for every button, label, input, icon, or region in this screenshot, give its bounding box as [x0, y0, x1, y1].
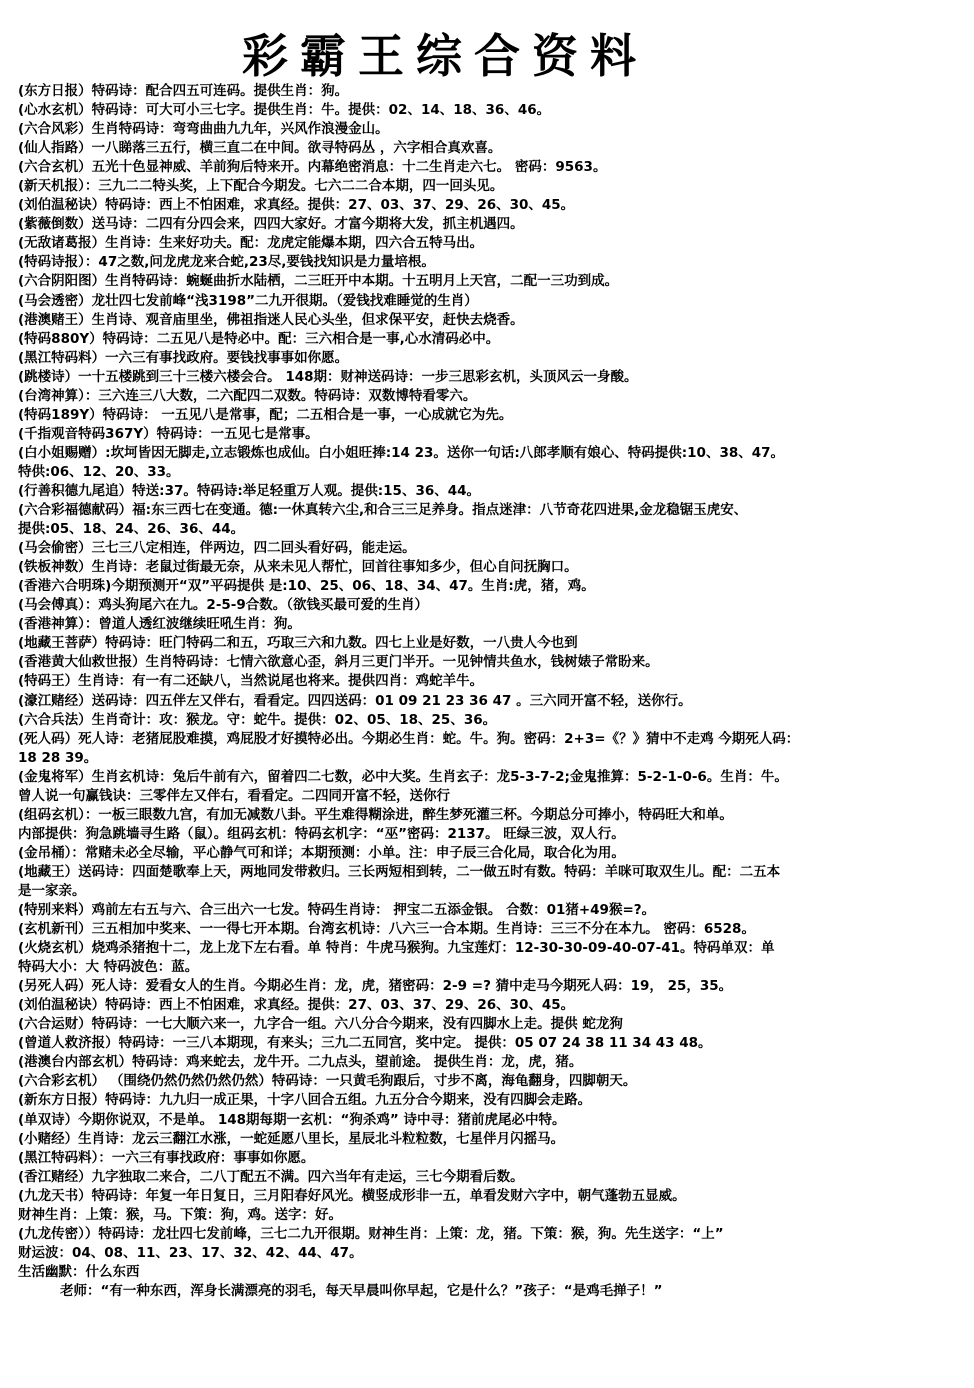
- text-line: 老师：“有一种东西，浑身长满漂亮的羽毛，每天早晨叫你早起，它是什么？”孩子：“是鸡毛掸子！”: [60, 1282, 663, 1299]
- text-line: (九龙传密））特码诗：龙壮四七发前峰，三七二九开很期。财神生肖：上策：龙，猪。下策：猴，狗。先生送字：“上”: [18, 1225, 724, 1242]
- text-line: (六合风彩）生肖特码诗：弯弯曲曲九九年，兴风作浪漫金山。: [18, 121, 389, 138]
- text-line: (六合玄机）五光十色显神威、羊前狗后特来开。内幕绝密消息：十二生肖走六七。 密码：9563。: [18, 159, 607, 176]
- text-line: 提供:05、18、24、26、36、44。: [18, 521, 245, 538]
- text-line: (香港六合明珠)今期预测开“双”平码提供 是:10、25、06、18、34、47。生肖:虎，猪，鸡。: [18, 578, 595, 595]
- text-body: [18, 82, 966, 1301]
- text-line: (九龙天书）特码诗：年复一年日复日，三月阳春好风光。横竖成形非一五，单看发财六字中，朝气蓬勃五显威。: [18, 1187, 686, 1204]
- text-line: (特码诗报）：47之数,问龙虎龙来合蛇,23尽,要钱找知识是力量培根。: [18, 254, 435, 271]
- text-line: (黑江特码料）一六三有事找政府。要钱找事事如你愿。: [18, 349, 349, 366]
- text-line: (六合彩玄机） （围绕仍然仍然仍然仍然）特码诗：一只黄毛狗跟后，寸步不离，海龟翻身，四脚朝天。: [18, 1073, 637, 1090]
- text-line: (港澳台内部玄机）特码诗：鸡来蛇去，龙牛开。二九点头，望前途。 提供生肖：龙，虎，猪。: [18, 1054, 583, 1071]
- text-line: (特码189Y）特码诗： 一五见八是常事，配；二五相合是一事，一心成就它为先。: [18, 406, 513, 423]
- text-line: 内部提供：狗急跳墙寻生路（鼠）。组码玄机：特码玄机字：“巫”密码：2137。 旺绿三波，双人行。: [18, 825, 625, 842]
- text-line: 曾人说一句赢钱诀：三零伴左又伴右，看看定。二四同开富不轻，送你行: [18, 787, 450, 804]
- text-line: (刘伯温秘诀）特码诗：西上不怕困难，求真经。提供：27、03、37、29、26、30、45。: [18, 997, 575, 1014]
- text-line: (金吊桶）：常赌未必全尽输，平心静气可和详；本期预测：小单。注：申子辰三合化局，取合化为用。: [18, 844, 625, 861]
- text-line: 是一家亲。: [18, 882, 86, 899]
- text-line: (地藏王菩萨）特码诗：旺门特码二和五，巧取三六和九数。四七上业是好数，一八贵人今也到: [18, 635, 578, 652]
- text-line: (黑江特码料）：一六三有事找政府：事事如你愿。: [18, 1149, 315, 1166]
- text-line: (金鬼将军）生肖玄机诗：兔后牛前有六，留着四二七数，必中大奖。生肖玄子：龙5-3-7-2;金鬼推算：5-2-1-0-6。生肖：牛。: [18, 768, 788, 785]
- text-line: (铁板神数）生肖诗：老鼠过街最无奈，从来未见人帮忙，回首往事知多少，但心自问抚胸口。: [18, 559, 578, 576]
- text-line: (特别来料）鸡前左右五与六、合三出六一七发。特码生肖诗： 押宝二五添金银。 合数：01猪+49猴=?。: [18, 902, 656, 919]
- text-line: (新天机报）：三九二二特头奖，上下配合今期发。七六二二合本期，四一回头见。: [18, 178, 504, 195]
- text-line: (曾道人救济报）特码诗：一三八本期现，有来头；三九二五同宫，奖中定。 提供：05 07 24 38 11 34 43 48。: [18, 1035, 712, 1052]
- text-line: (马会透密）龙壮四七发前峰“浅3198”二九开很期。（爱钱找难睡觉的生肖）: [18, 292, 478, 309]
- text-line: (无敌诸葛报）生肖诗：生来好功夫。配：龙虎定能爆本期，四六合五特马出。: [18, 235, 484, 252]
- text-line: (香江赌经）九字独取二来合，二八丁配五不满。四六当年有走运，三七今期看后数。: [18, 1168, 524, 1185]
- text-line: (港澳赌王）生肖诗、观音庙里坐，佛祖指迷人民心头坐，但求保平安，赶快去烧香。: [18, 311, 524, 328]
- text-line: (台湾神算）：三六连三八大数，二六配四二双数。特码诗：双数博特看零六。: [18, 387, 477, 404]
- text-line: 财运波：04、08、11、23、17、32、42、44、47。: [18, 1244, 363, 1261]
- text-line: 财神生肖：上策：猴，马。下策：狗，鸡。送字：好。: [18, 1206, 342, 1223]
- text-line: (六合兵法）生肖奇计：攻：猴龙。守：蛇牛。提供：02、05、18、25、36。: [18, 711, 497, 728]
- text-line: (马会傅真）：鸡头狗尾六在九。2-5-9合数。（欲钱买最可爱的生肖）: [18, 597, 429, 614]
- text-line: (千指观音特码367Y）特码诗：一五见七是常事。: [18, 425, 319, 442]
- text-line: (地藏王）送码诗：四面楚歌奉上天，两地同发带救归。三长两短相到转，二一做五时有数。特码：羊咪可取双生儿。配：二五本: [18, 863, 781, 880]
- page-title: 彩霸王综合资料: [242, 29, 648, 83]
- text-line: (特码880Y）特码诗：二五见八是特必中。配：三六相合是一事,心水清码必中。: [18, 330, 500, 347]
- text-line: 特码大小：大 特码波色：蓝。: [18, 959, 199, 976]
- text-line: (小赌经）生肖诗：龙云三翻江水涨，一蛇延愿八里长，星辰北斗粒粒数，七星伴月闪摇马。: [18, 1130, 565, 1147]
- text-line: (濠江赌经）送码诗：四五伴左又伴右，看看定。四四送码：01 09 21 23 36 47 。三六同开富不轻，送你行。: [18, 692, 692, 709]
- text-line: (东方日报）特码诗：配合四五可连码。提供生肖：狗。: [18, 83, 349, 99]
- text-line: (新东方日报）特码诗：九九归一成正果，十字八回合五组。九五分合今期来，没有四脚会走路。: [18, 1092, 592, 1109]
- text-line: (六合阴阳图）生肖特码诗：蜿蜒曲折水陆栖，二三旺开中本期。十五明月上天宫，二配一三功到成。: [18, 273, 619, 290]
- text-line: (马会偷密）三七三八定相连，伴两边，四二回头看好码，能走运。: [18, 540, 416, 557]
- text-line: (刘伯温秘诀）特码诗：西上不怕困难，求真经。提供：27、03、37、29、26、30、45。: [18, 197, 575, 214]
- text-line: (火烧玄机）烧鸡杀猪抱十二，龙上龙下左右看。单 特肖：牛虎马猴狗。九宝莲灯：12-30-30-09-40-07-41。特码单双：单: [18, 940, 775, 957]
- text-line: (仙人指路）一八睇落三五行，横三直二在中间。欲寻特码丛 ，六字相合真欢喜。: [18, 140, 502, 157]
- text-line: (香港黄大仙救世报）生肖特码诗：七情六欲意心歪，斜月三更门半开。一见钟情共鱼水，钱树婊子常盼来。: [18, 654, 659, 671]
- text-line: (六合运财）特码诗：一七大顺六来一，九字合一组。六八分合今期来，没有四脚水上走。提供 蛇龙狗: [18, 1016, 623, 1033]
- text-line: 特供:06、12、20、33。: [18, 463, 180, 480]
- text-line: (香港神算）：曾道人透红波继续旺吼生肖：狗。: [18, 616, 301, 633]
- text-line: (紫薇倒数）送马诗：二四有分四会来，四四大家好。才富今期将大发，抓主机遇四。: [18, 216, 524, 233]
- text-line: (心水玄机）特码诗：可大可小三七字。提供生肖：牛。提供：02、14、18、36、46。: [18, 102, 551, 119]
- text-line: (跳楼诗）一十五楼跳到三十三楼六楼会合。 148期：财神送码诗：一步三思彩玄机，头顶风云一身酸。: [18, 368, 638, 385]
- text-line: 18 28 39。: [18, 749, 98, 766]
- text-line: (行善积德九尾追）特送:37。特码诗:举足轻重万人观。提供:15、36、44。: [18, 482, 481, 499]
- text-line: 生活幽默：什么东西: [18, 1263, 140, 1280]
- text-line: (单双诗）今期你说双，不是单。 148期每期一玄机：“狗杀鸡” 诗中寻：猪前虎尾必中特。: [18, 1111, 566, 1128]
- text-line: (六合彩福德献码）福:东三西七在变通。德:一休真转六尘,和合三三足养身。指点迷津：八节奇花四进果,金龙稳锯玉虎安、: [18, 502, 748, 519]
- text-line: (玄机新刊）三五相加中奖来、一一得七开本期。台湾玄机诗：八六三一合本期。生肖诗：三三不分在本九。 密码：6528。: [18, 921, 755, 938]
- text-line: (组码玄机）：一板三眼数九宫，有加无减数八卦。平生难得糊涂进，醉生梦死灌三杯。今期总分可捧小，特码旺大和单。: [18, 806, 733, 823]
- text-line: (特码王）生肖诗：有一有二还缺八，当然说尾也将来。提供四肖：鸡蛇羊牛。: [18, 673, 484, 690]
- text-line: (死人码）死人诗：老猪屁股难摸，鸡屁股才好摸特必出。今期必生肖：蛇。牛。狗。密码：2+3=《？》猜中不走鸡 今期死人码：: [18, 730, 800, 747]
- text-line: (白小姐赐赠）:坎坷皆因无脚走,立志锻炼也成仙。白小姐旺捧:14 23。送你一句话:八郎孝顺有娘心、特码提供:10、38、47。: [18, 444, 785, 461]
- text-line: (另死人码）死人诗：爱看女人的生肖。今期必生肖：龙，虎，猪密码：2-9 =? 猜中走马今期死人码：19， 25，35。: [18, 978, 733, 995]
